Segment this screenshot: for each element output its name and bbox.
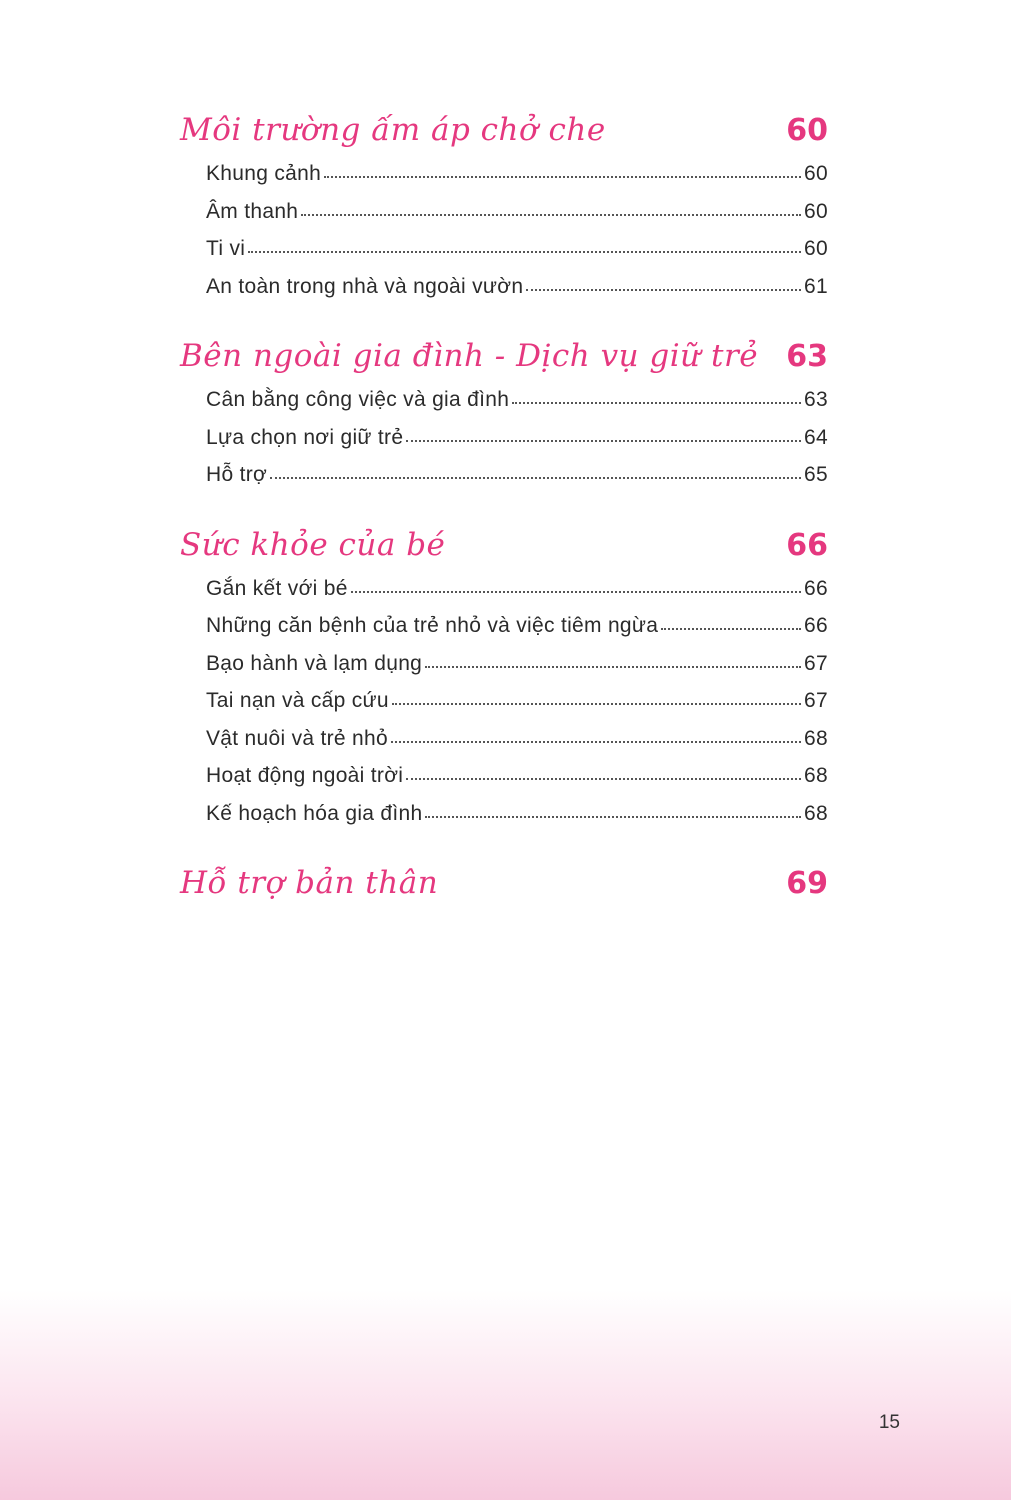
entry-label: Tai nạn và cấp cứu [206,689,389,712]
section-spacer [180,312,828,338]
toc-entry[interactable] [206,200,828,238]
section-spacer [180,501,828,527]
entry-label: Gắn kết với bé [206,576,348,600]
section-page-number: 69 [786,866,828,901]
entry-label: Âm thanh [206,199,299,223]
toc-entry[interactable] [206,764,828,802]
entry-page-number: 68 [804,801,828,825]
toc-entry[interactable] [206,237,828,275]
toc-entry[interactable] [206,727,828,765]
toc-entry[interactable] [206,614,828,652]
section-page-number: 66 [786,527,828,563]
dot-leader [512,401,801,404]
entry-page-number: 63 [804,388,828,411]
toc-section [180,338,828,501]
entry-page-number: 68 [804,764,828,787]
entry-page-number: 60 [804,199,828,223]
entry-page-number: 66 [804,614,828,637]
section-title: Bên ngoài gia đình - Dịch vụ giữ trẻ [180,338,759,374]
section-heading[interactable] [180,865,828,915]
toc-entry[interactable] [206,162,828,200]
entry-label: Cân bằng công việc và gia đình [206,388,510,411]
toc-entry[interactable] [206,275,828,313]
dot-leader [425,665,801,668]
section-title: Sức khỏe của bé [180,526,446,563]
toc-entry[interactable] [206,426,828,464]
page-number: 15 [878,1412,900,1433]
dot-leader [301,213,801,216]
entry-label: An toàn trong nhà và ngoài vườn [206,274,524,298]
toc-entry[interactable] [206,652,828,690]
section-heading[interactable] [180,112,828,162]
dot-leader [526,288,801,291]
entry-page-number: 66 [804,576,828,600]
dot-leader [391,740,801,743]
toc-entry[interactable] [206,463,828,501]
page-bottom-gradient [0,1290,1011,1500]
table-of-contents [180,112,828,915]
dot-leader [406,777,801,780]
entry-label: Hoạt động ngoài trời [206,764,404,787]
section-spacer [180,839,828,865]
entry-page-number: 68 [804,726,828,750]
section-page-number: 63 [786,339,828,374]
dot-leader [392,702,801,705]
dot-leader [248,250,801,253]
entry-label: Lựa chọn nơi giữ trẻ [206,425,404,449]
toc-entry[interactable] [206,577,828,615]
section-page-number: 60 [786,113,828,148]
toc-entry[interactable] [206,388,828,426]
entry-label: Kế hoạch hóa gia đình [206,801,423,825]
dot-leader [324,175,801,178]
toc-section [180,865,828,915]
toc-section [180,527,828,840]
entry-page-number: 67 [804,651,828,675]
entry-page-number: 64 [804,425,828,449]
entry-label: Ti vi [206,237,246,260]
dot-leader [425,815,801,818]
toc-entry[interactable] [206,689,828,727]
entry-page-number: 60 [804,162,828,185]
section-title: Hỗ trợ bản thân [180,865,439,901]
section-title: Môi trường ấm áp chở che [180,112,606,148]
entry-label: Khung cảnh [206,162,322,185]
dot-leader [661,627,801,630]
entry-label: Hỗ trợ [206,463,268,486]
dot-leader [406,439,801,442]
toc-section [180,112,828,312]
section-heading[interactable] [180,527,828,577]
entry-page-number: 61 [804,274,828,298]
entry-label: Vật nuôi và trẻ nhỏ [206,726,388,750]
entry-page-number: 60 [804,237,828,260]
entry-label: Những căn bệnh của trẻ nhỏ và việc tiêm ngừa [206,614,659,637]
entry-page-number: 65 [804,463,828,486]
entry-label: Bạo hành và lạm dụng [206,651,423,675]
toc-entry[interactable] [206,802,828,840]
entry-page-number: 67 [804,689,828,712]
dot-leader [351,590,801,593]
section-heading[interactable] [180,338,828,388]
dot-leader [270,476,801,479]
